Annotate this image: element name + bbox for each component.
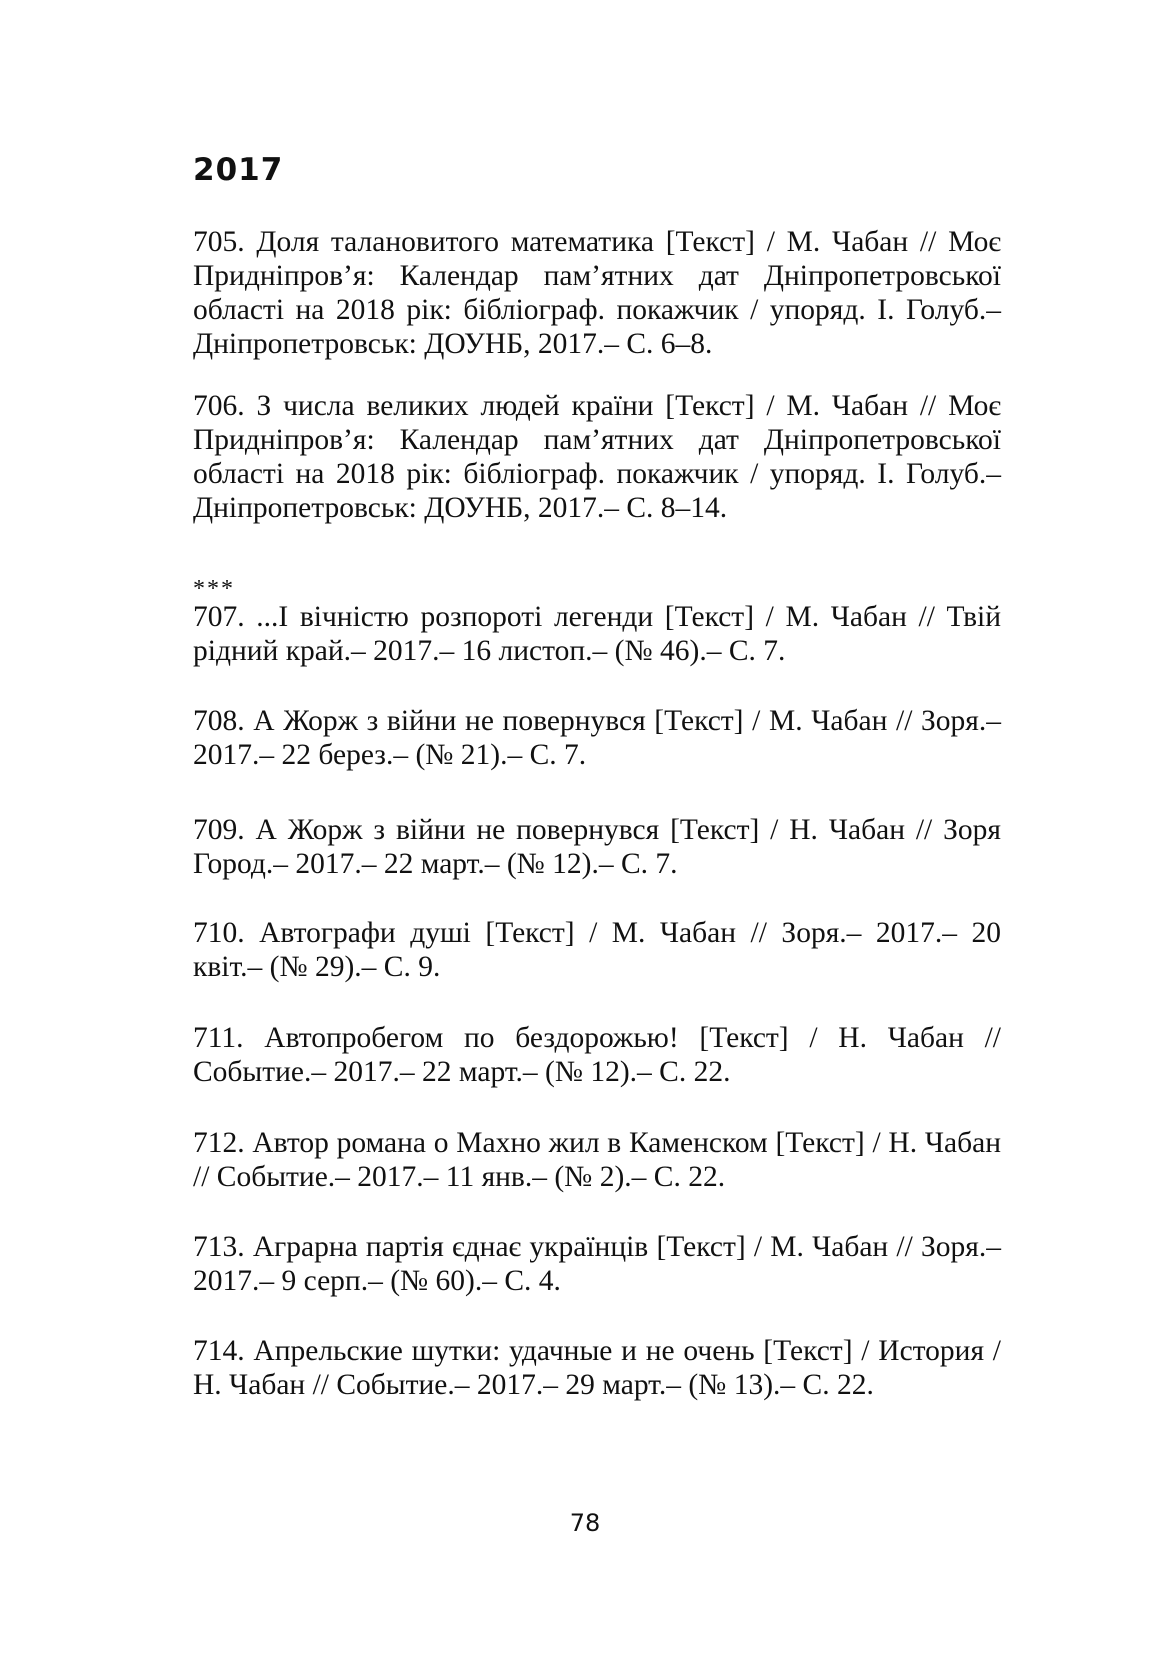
bibliography-entry-712: 712. Автор романа о Махно жил в Каменском [Текст] / Н. Чабан // Событие.– 2017.– 11 янв.– (№ 2).– С. 22. <box>193 1127 1001 1193</box>
bibliography-entry-707: 707. ...І вічністю розпороті легенди [Текст] / М. Чабан // Твій рідний край.– 2017.– 16 листоп.– (№ 46).– С. 7. <box>193 601 1001 667</box>
page-number: 78 <box>569 1509 601 1537</box>
bibliography-entry-705: 705. Доля талановитого математика [Текст] / М. Чабан // Моє Придніпров’я: Календар пам’ятних дат Дніпропетровської області на 2018 рік: бібліограф. покажчик / упоряд. І. Голуб.– Дніпропетровськ: ДОУНБ, 2017.– С. 6–8. <box>193 226 1001 360</box>
bibliography-entry-710: 710. Автографи душі [Текст] / М. Чабан // Зоря.– 2017.– 20 квіт.– (№ 29).– С. 9. <box>193 917 1001 983</box>
bibliography-entry-714: 714. Апрельские шутки: удачные и не очень [Текст] / История / Н. Чабан // Событие.– 2017.– 29 март.– (№ 13).– С. 22. <box>193 1335 1001 1401</box>
section-separator: *** <box>193 576 235 602</box>
bibliography-entry-706: 706. З числа великих людей країни [Текст] / М. Чабан // Моє Придніпров’я: Календар пам’ятних дат Дніпропетровської області на 2018 рік: бібліограф. покажчик / упоряд. І. Голуб.– Дніпропетровськ: ДОУНБ, 2017.– С. 8–14. <box>193 390 1001 524</box>
bibliography-entry-711: 711. Автопробегом по бездорожью! [Текст] / Н. Чабан // Событие.– 2017.– 22 март.– (№ 12).– С. 22. <box>193 1022 1001 1088</box>
bibliography-entry-713: 713. Аграрна партія єднає українців [Текст] / М. Чабан // Зоря.– 2017.– 9 серп.– (№ 60).– С. 4. <box>193 1231 1001 1297</box>
bibliography-entry-709: 709. А Жорж з війни не повернувся [Текст] / Н. Чабан // Зоря Город.– 2017.– 22 март.– (№ 12).– С. 7. <box>193 814 1001 880</box>
bibliography-entry-708: 708. А Жорж з війни не повернувся [Текст] / М. Чабан // Зоря.– 2017.– 22 берез.– (№ 21).– С. 7. <box>193 705 1001 771</box>
year-heading: 2017 <box>193 152 284 188</box>
